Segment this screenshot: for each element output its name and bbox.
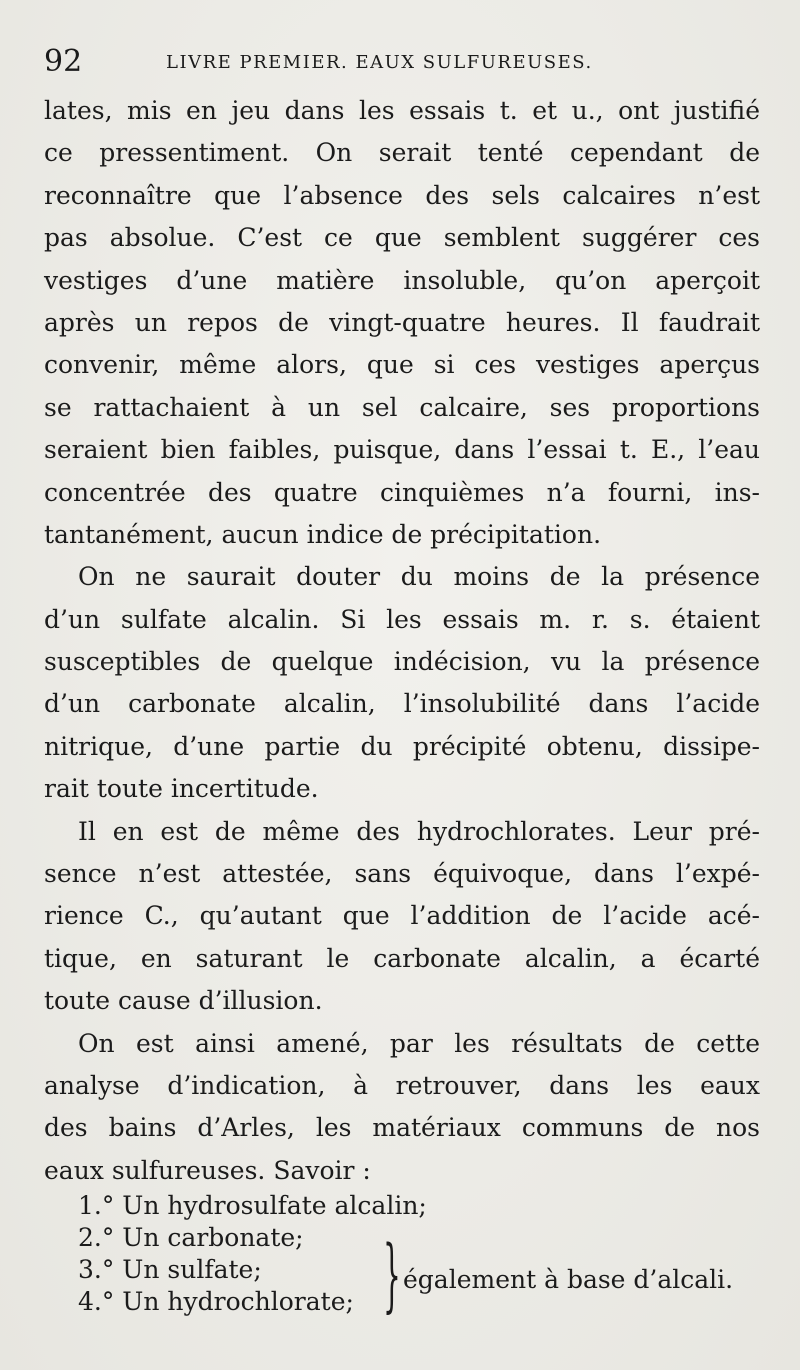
page-header (44, 42, 764, 82)
text-line: rait toute incertitude. (44, 774, 319, 804)
text-line: sence n’est attestée, sans équivoque, dans l’expé- (44, 859, 760, 889)
list-item: 2.° Un carbonate; (78, 1223, 304, 1252)
text-line: Il en est de même des hydrochlorates. Leur pré- (78, 816, 760, 846)
text-line: tique, en saturant le carbonate alcalin, a écarté (44, 943, 760, 973)
list-item: 1.° Un hydrosulfate alcalin; (78, 1191, 427, 1220)
text-line: concentrée des quatre cinquièmes n’a fourni, ins- (44, 477, 760, 507)
body-text (44, 90, 760, 1192)
page-number: 92 (44, 44, 83, 79)
text-line: reconnaître que l’absence des sels calcaires n’est (44, 180, 760, 210)
text-line: ce pressentiment. On serait tenté cependant de (44, 138, 760, 168)
list-item: 4.° Un hydrochlorate; (78, 1287, 354, 1316)
running-head: LIVRE PREMIER. EAUX SULFUREUSES. (166, 52, 593, 73)
text-line: analyse d’indication, à retrouver, dans les eaux (44, 1070, 760, 1100)
text-line: se rattachaient à un sel calcaire, ses proportions (44, 392, 760, 422)
text-line: des bains d’Arles, les matériaux communs de nos (44, 1113, 760, 1143)
text-line: tantanément, aucun indice de précipitation. (44, 519, 602, 549)
text-line: pas absolue. C’est ce que semblent suggérer ces (44, 223, 760, 253)
list-item: 3.° Un sulfate; (78, 1255, 262, 1284)
text-line: d’un carbonate alcalin, l’insolubilité dans l’acide (44, 689, 760, 719)
text-line: On ne saurait douter du moins de la présence (78, 562, 760, 592)
text-line: vestiges d’une matière insoluble, qu’on aperçoit (44, 265, 760, 295)
text-line: convenir, même alors, que si ces vestiges aperçus (44, 350, 760, 380)
list-note: également à base d’alcali. (403, 1265, 734, 1294)
text-line: après un repos de vingt-quatre heures. Il faudrait (44, 307, 760, 337)
text-line: nitrique, d’une partie du précipité obtenu, dissipe- (44, 731, 760, 761)
text-line: toute cause d’illusion. (44, 986, 323, 1016)
text-line: lates, mis en jeu dans les essais t. et u., ont justifié (44, 96, 760, 125)
text-line: eaux sulfureuses. Savoir : (44, 1155, 371, 1185)
text-line: d’un sulfate alcalin. Si les essais m. r. s. étaient (44, 604, 760, 634)
text-line: rience C., qu’autant que l’addition de l’acide acé- (44, 901, 760, 931)
text-line: On est ainsi amené, par les résultats de cette (78, 1028, 760, 1058)
enumerated-list (78, 1190, 778, 1321)
grouping-brace: } (383, 1228, 401, 1321)
text-line: susceptibles de quelque indécision, vu la présence (44, 647, 760, 677)
text-line: seraient bien faibles, puisque, dans l’essai t. E., l’eau (44, 435, 760, 465)
